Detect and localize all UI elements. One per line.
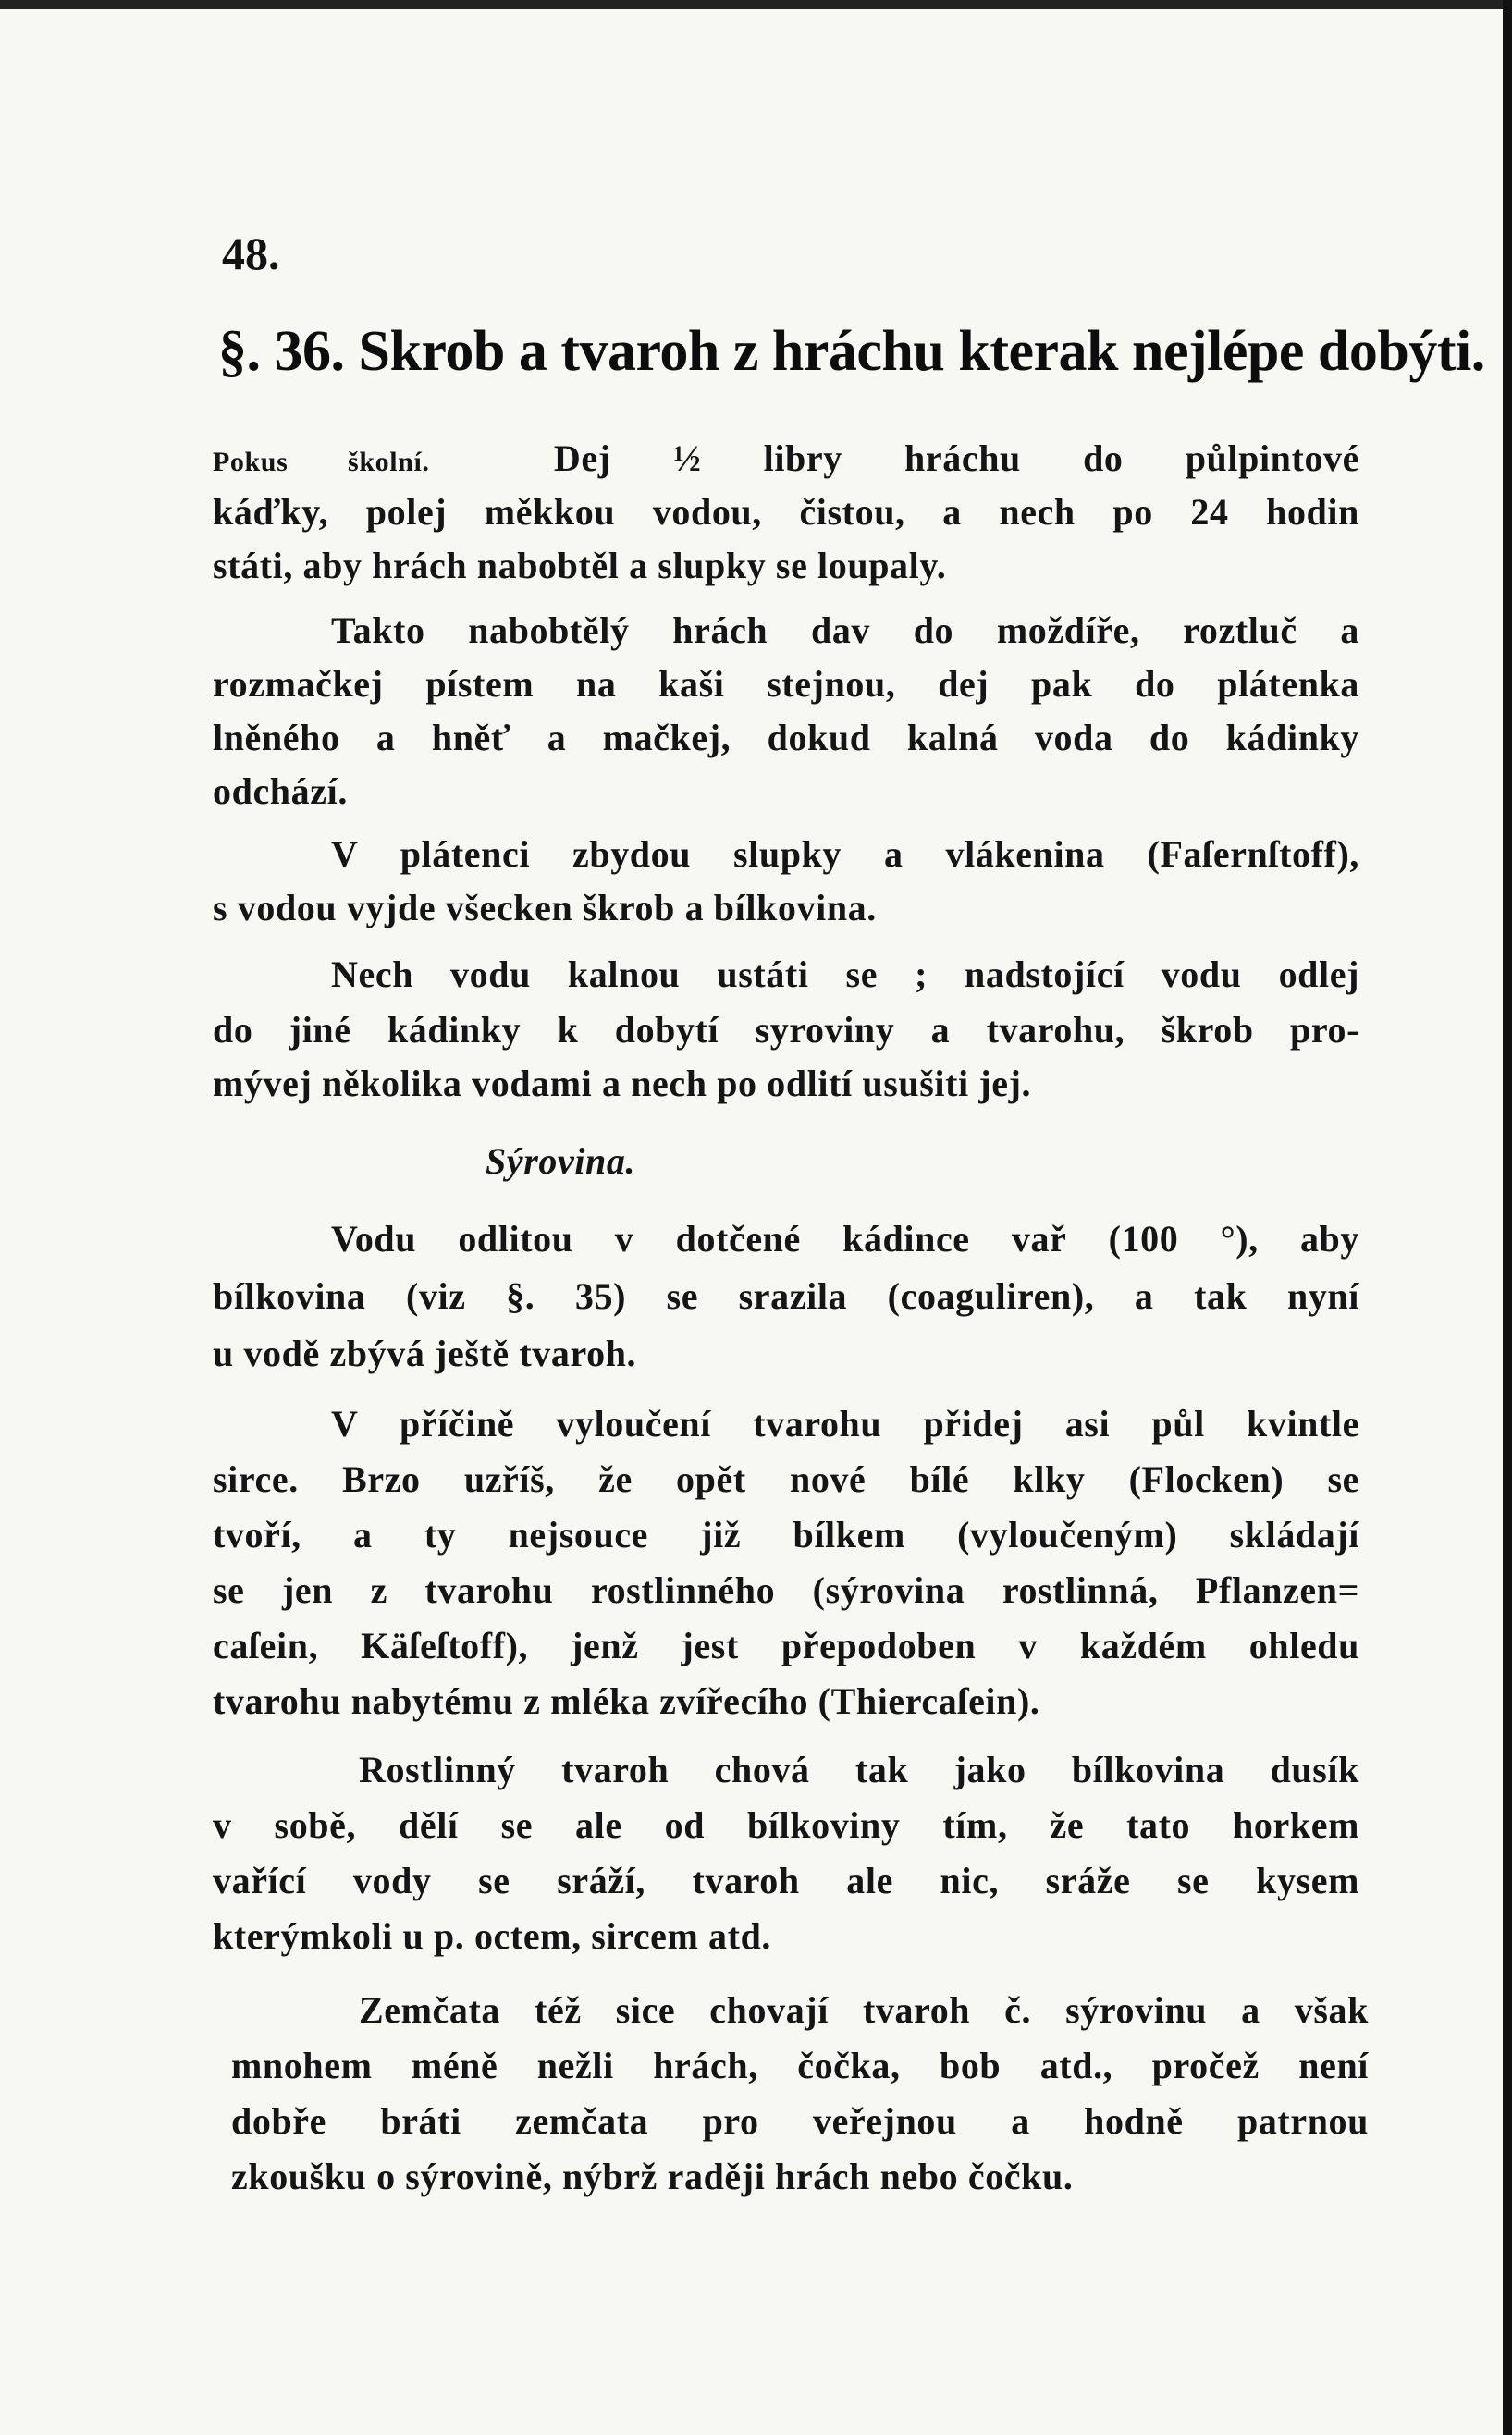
text-line: lněného a hněť a mačkej, dokud kalná voda do kádinky <box>213 717 1359 758</box>
text-line: tvoří, a ty nejsouce již bílkem (vyloučeným) skládají <box>213 1514 1359 1556</box>
subheading: Sýrovina. <box>486 1140 636 1182</box>
scan-edge-right <box>1503 0 1512 2435</box>
lead-in: Pokus školní. <box>213 447 430 477</box>
text-line: vařící vody se sráží, tvaroh ale nic, sráže se kysem <box>213 1860 1359 1901</box>
text-line: Vodu odlitou v dotčené kádince vař (100 °), aby <box>331 1218 1359 1260</box>
text-line: kterýmkoli u p. octem, sircem atd. <box>213 1915 772 1957</box>
text-line: Nech vodu kalnou ustáti se ; nadstojící vodu odlej <box>331 953 1359 995</box>
text-line: Zemčata též sice chovají tvaroh č. sýrovinu a však <box>359 1989 1369 2031</box>
section-heading: §. 36. Skrob a tvaroh z hráchu kterak nejlépe dobýti. <box>218 320 1485 383</box>
text-line: bílkovina (viz §. 35) se srazila (coaguliren), a tak nyní <box>213 1275 1359 1317</box>
text-line: s vodou vyjde všecken škrob a bílkovina. <box>213 887 877 928</box>
text-line <box>213 437 1359 480</box>
text-line: se jen z tvarohu rostlinného (sýrovina rostlinná, Pflanzen= <box>213 1569 1359 1611</box>
text-line: káďky, polej měkkou vodou, čistou, a nech po 24 hodin <box>213 491 1359 533</box>
text-line: mývej několika vodami a nech po odlití usušiti jej. <box>213 1063 1032 1104</box>
text-line: caſein, Käſeſtoff), jenž jest přepodoben v každém ohledu <box>213 1625 1359 1666</box>
text-line: odchází. <box>213 770 348 812</box>
text-line: v sobě, dělí se ale od bílkoviny tím, že tato horkem <box>213 1804 1359 1846</box>
text-line: státi, aby hrách nabobtěl a slupky se loupaly. <box>213 545 947 586</box>
text-line: mnohem méně nežli hrách, čočka, bob atd., pročež není <box>231 2045 1369 2086</box>
page-number: 48. <box>222 228 280 279</box>
text-line: Takto nabobtělý hrách dav do moždíře, roztluč a <box>331 609 1359 651</box>
text-line: sirce. Brzo uzříš, že opět nové bílé klky (Flocken) se <box>213 1458 1359 1500</box>
text-line: u vodě zbývá ještě tvaroh. <box>213 1333 637 1374</box>
text-line: tvarohu nabytému z mléka zvířecího (Thiercaſein). <box>213 1680 1040 1722</box>
scan-edge-top <box>0 0 1512 9</box>
line-text: Dej ½ libry hráchu do půlpintové <box>553 437 1359 479</box>
text-line: do jiné kádinky k dobytí syroviny a tvarohu, škrob pro- <box>213 1009 1359 1051</box>
text-line: zkoušku o sýrovině, nýbrž raději hrách nebo čočku. <box>231 2156 1074 2197</box>
text-line: dobře bráti zemčata pro veřejnou a hodně patrnou <box>231 2100 1369 2142</box>
text-line: V plátenci zbydou slupky a vlákenina (Faſernſtoff), <box>331 833 1359 875</box>
text-line: Rostlinný tvaroh chová tak jako bílkovina dusík <box>359 1749 1359 1790</box>
text-line: rozmačkej pístem na kaši stejnou, dej pak do plátenka <box>213 663 1359 705</box>
text-line: V příčině vyloučení tvarohu přidej asi půl kvintle <box>331 1403 1359 1445</box>
